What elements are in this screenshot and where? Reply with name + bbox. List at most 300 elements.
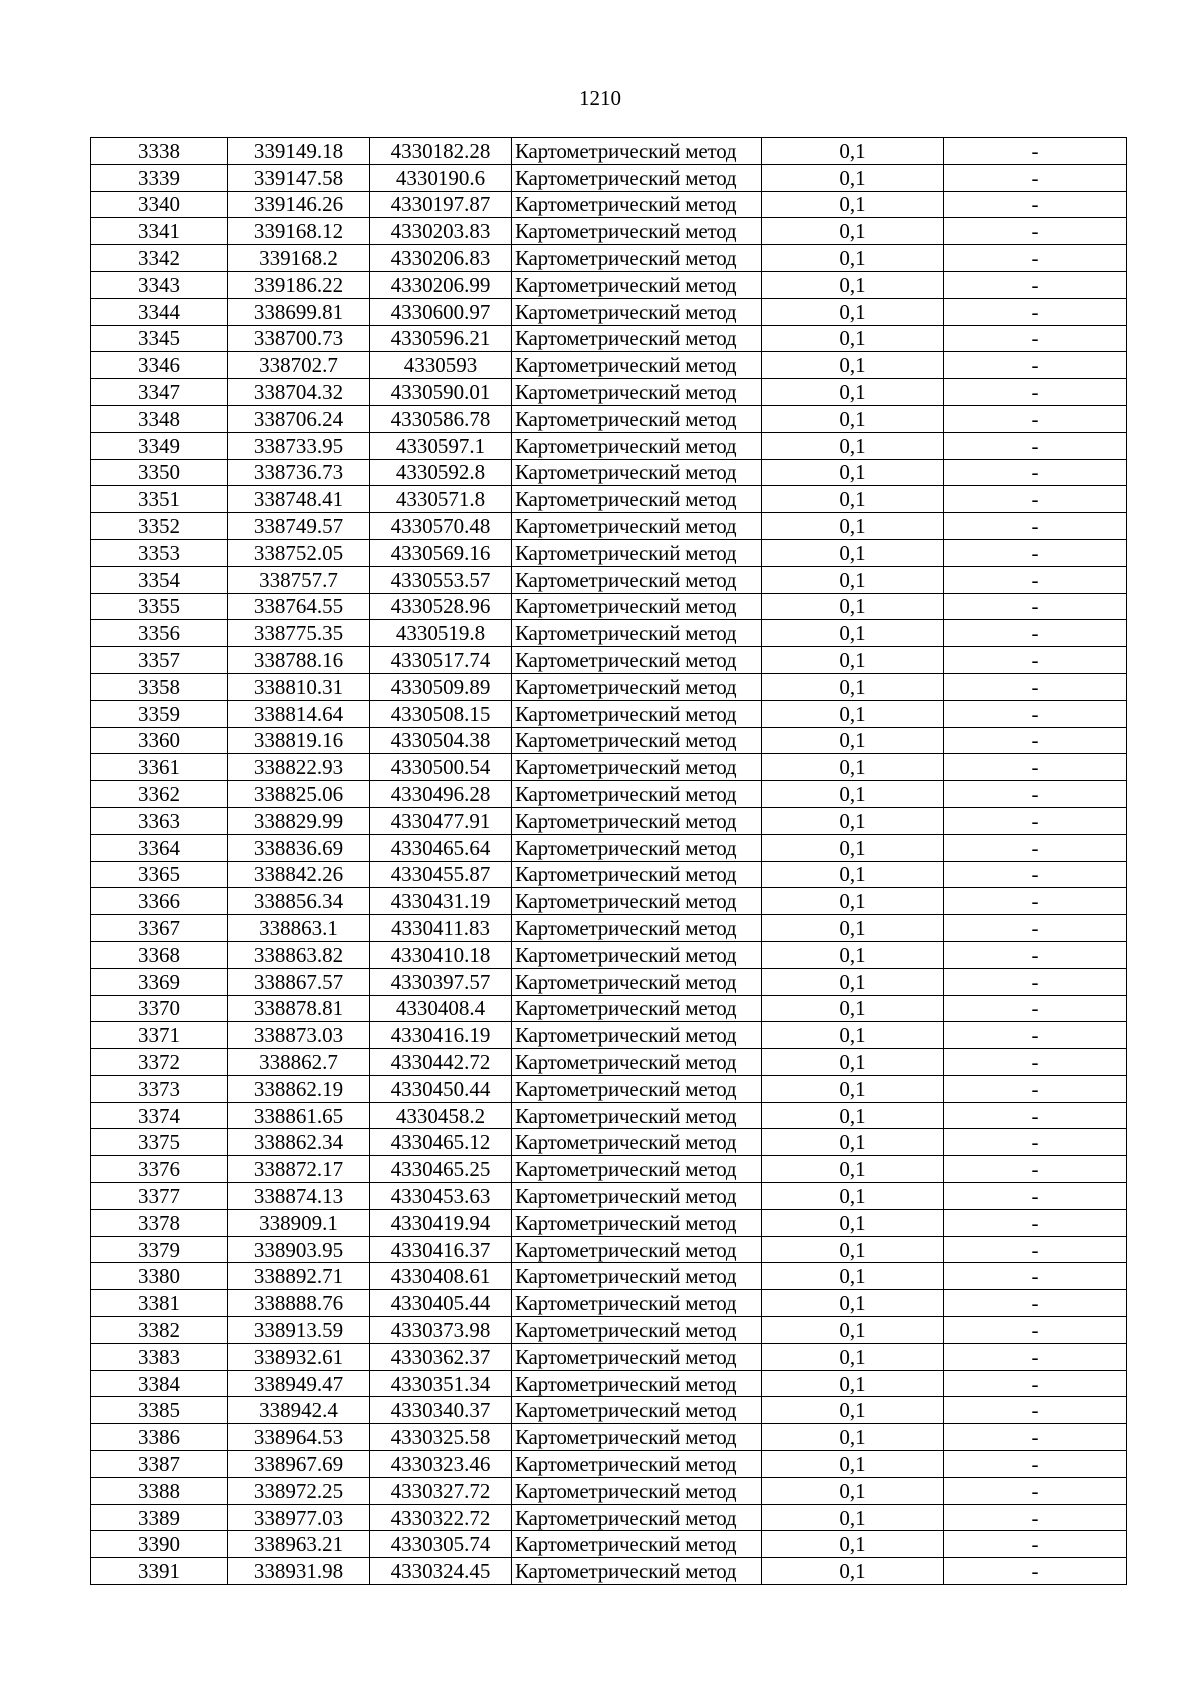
point-number-cell: 3361: [91, 754, 228, 781]
note-cell: -: [944, 459, 1127, 486]
table-row: [91, 513, 1127, 540]
method-cell: Картометрический метод: [512, 700, 762, 727]
point-number-cell: 3382: [91, 1317, 228, 1344]
accuracy-cell: 0,1: [762, 834, 944, 861]
accuracy-cell: 0,1: [762, 1075, 944, 1102]
table-row: [91, 700, 1127, 727]
table-row: [91, 1558, 1127, 1585]
y-coordinate-cell: 4330362.37: [370, 1343, 512, 1370]
accuracy-cell: 0,1: [762, 298, 944, 325]
x-coordinate-cell: 339146.26: [228, 191, 370, 218]
x-coordinate-cell: 338967.69: [228, 1451, 370, 1478]
y-coordinate-cell: 4330408.61: [370, 1263, 512, 1290]
x-coordinate-cell: 338872.17: [228, 1156, 370, 1183]
accuracy-cell: 0,1: [762, 379, 944, 406]
method-cell: Картометрический метод: [512, 915, 762, 942]
y-coordinate-cell: 4330508.15: [370, 700, 512, 727]
accuracy-cell: 0,1: [762, 941, 944, 968]
note-cell: -: [944, 1022, 1127, 1049]
x-coordinate-cell: 338873.03: [228, 1022, 370, 1049]
point-number-cell: 3367: [91, 915, 228, 942]
x-coordinate-cell: 338931.98: [228, 1558, 370, 1585]
x-coordinate-cell: 338764.55: [228, 593, 370, 620]
method-cell: Картометрический метод: [512, 245, 762, 272]
y-coordinate-cell: 4330197.87: [370, 191, 512, 218]
table-row: [91, 325, 1127, 352]
point-number-cell: 3348: [91, 405, 228, 432]
point-number-cell: 3339: [91, 164, 228, 191]
accuracy-cell: 0,1: [762, 620, 944, 647]
note-cell: -: [944, 1504, 1127, 1531]
accuracy-cell: 0,1: [762, 1183, 944, 1210]
method-cell: Картометрический метод: [512, 298, 762, 325]
accuracy-cell: 0,1: [762, 995, 944, 1022]
method-cell: Картометрический метод: [512, 1370, 762, 1397]
accuracy-cell: 0,1: [762, 1424, 944, 1451]
method-cell: Картометрический метод: [512, 325, 762, 352]
x-coordinate-cell: 338736.73: [228, 459, 370, 486]
method-cell: Картометрический метод: [512, 1209, 762, 1236]
method-cell: Картометрический метод: [512, 1290, 762, 1317]
method-cell: Картометрический метод: [512, 1236, 762, 1263]
note-cell: -: [944, 218, 1127, 245]
table-row: [91, 539, 1127, 566]
table-row: [91, 1209, 1127, 1236]
table-row: [91, 1397, 1127, 1424]
point-number-cell: 3343: [91, 271, 228, 298]
note-cell: -: [944, 647, 1127, 674]
accuracy-cell: 0,1: [762, 1477, 944, 1504]
x-coordinate-cell: 338909.1: [228, 1209, 370, 1236]
y-coordinate-cell: 4330419.94: [370, 1209, 512, 1236]
note-cell: -: [944, 164, 1127, 191]
table-row: [91, 1183, 1127, 1210]
point-number-cell: 3375: [91, 1129, 228, 1156]
point-number-cell: 3364: [91, 834, 228, 861]
method-cell: Картометрический метод: [512, 379, 762, 406]
point-number-cell: 3370: [91, 995, 228, 1022]
x-coordinate-cell: 338700.73: [228, 325, 370, 352]
method-cell: Картометрический метод: [512, 807, 762, 834]
x-coordinate-cell: 338964.53: [228, 1424, 370, 1451]
table-row: [91, 486, 1127, 513]
note-cell: -: [944, 539, 1127, 566]
accuracy-cell: 0,1: [762, 1049, 944, 1076]
x-coordinate-cell: 338842.26: [228, 861, 370, 888]
y-coordinate-cell: 4330509.89: [370, 673, 512, 700]
x-coordinate-cell: 338861.65: [228, 1102, 370, 1129]
table-row: [91, 1263, 1127, 1290]
x-coordinate-cell: 338749.57: [228, 513, 370, 540]
point-number-cell: 3378: [91, 1209, 228, 1236]
accuracy-cell: 0,1: [762, 164, 944, 191]
table-row: [91, 861, 1127, 888]
accuracy-cell: 0,1: [762, 352, 944, 379]
x-coordinate-cell: 338942.4: [228, 1397, 370, 1424]
x-coordinate-cell: 338862.34: [228, 1129, 370, 1156]
x-coordinate-cell: 338977.03: [228, 1504, 370, 1531]
y-coordinate-cell: 4330408.4: [370, 995, 512, 1022]
x-coordinate-cell: 338814.64: [228, 700, 370, 727]
x-coordinate-cell: 338836.69: [228, 834, 370, 861]
accuracy-cell: 0,1: [762, 673, 944, 700]
y-coordinate-cell: 4330327.72: [370, 1477, 512, 1504]
table-row: [91, 1156, 1127, 1183]
x-coordinate-cell: 339147.58: [228, 164, 370, 191]
y-coordinate-cell: 4330203.83: [370, 218, 512, 245]
y-coordinate-cell: 4330455.87: [370, 861, 512, 888]
method-cell: Картометрический метод: [512, 1022, 762, 1049]
y-coordinate-cell: 4330206.83: [370, 245, 512, 272]
point-number-cell: 3344: [91, 298, 228, 325]
table-row: [91, 915, 1127, 942]
method-cell: Картометрический метод: [512, 1477, 762, 1504]
point-number-cell: 3342: [91, 245, 228, 272]
y-coordinate-cell: 4330405.44: [370, 1290, 512, 1317]
accuracy-cell: 0,1: [762, 1290, 944, 1317]
y-coordinate-cell: 4330373.98: [370, 1317, 512, 1344]
note-cell: -: [944, 1370, 1127, 1397]
x-coordinate-cell: 338788.16: [228, 647, 370, 674]
note-cell: -: [944, 593, 1127, 620]
note-cell: -: [944, 138, 1127, 165]
y-coordinate-cell: 4330190.6: [370, 164, 512, 191]
method-cell: Картометрический метод: [512, 1424, 762, 1451]
point-number-cell: 3389: [91, 1504, 228, 1531]
note-cell: -: [944, 968, 1127, 995]
accuracy-cell: 0,1: [762, 138, 944, 165]
y-coordinate-cell: 4330596.21: [370, 325, 512, 352]
accuracy-cell: 0,1: [762, 432, 944, 459]
accuracy-cell: 0,1: [762, 191, 944, 218]
method-cell: Картометрический метод: [512, 1531, 762, 1558]
point-number-cell: 3391: [91, 1558, 228, 1585]
method-cell: Картометрический метод: [512, 513, 762, 540]
note-cell: -: [944, 1424, 1127, 1451]
note-cell: -: [944, 807, 1127, 834]
method-cell: Картометрический метод: [512, 1102, 762, 1129]
table-row: [91, 191, 1127, 218]
method-cell: Картометрический метод: [512, 1049, 762, 1076]
y-coordinate-cell: 4330442.72: [370, 1049, 512, 1076]
x-coordinate-cell: 338867.57: [228, 968, 370, 995]
table-row: [91, 941, 1127, 968]
x-coordinate-cell: 338757.7: [228, 566, 370, 593]
accuracy-cell: 0,1: [762, 539, 944, 566]
x-coordinate-cell: 338752.05: [228, 539, 370, 566]
y-coordinate-cell: 4330553.57: [370, 566, 512, 593]
method-cell: Картометрический метод: [512, 486, 762, 513]
note-cell: -: [944, 781, 1127, 808]
note-cell: -: [944, 245, 1127, 272]
x-coordinate-cell: 338903.95: [228, 1236, 370, 1263]
point-number-cell: 3390: [91, 1531, 228, 1558]
y-coordinate-cell: 4330528.96: [370, 593, 512, 620]
accuracy-cell: 0,1: [762, 593, 944, 620]
method-cell: Картометрический метод: [512, 593, 762, 620]
accuracy-cell: 0,1: [762, 218, 944, 245]
point-number-cell: 3369: [91, 968, 228, 995]
point-number-cell: 3374: [91, 1102, 228, 1129]
accuracy-cell: 0,1: [762, 727, 944, 754]
x-coordinate-cell: 338702.7: [228, 352, 370, 379]
y-coordinate-cell: 4330340.37: [370, 1397, 512, 1424]
accuracy-cell: 0,1: [762, 513, 944, 540]
y-coordinate-cell: 4330465.12: [370, 1129, 512, 1156]
point-number-cell: 3366: [91, 888, 228, 915]
method-cell: Картометрический метод: [512, 566, 762, 593]
note-cell: -: [944, 1049, 1127, 1076]
x-coordinate-cell: 339168.2: [228, 245, 370, 272]
point-number-cell: 3377: [91, 1183, 228, 1210]
method-cell: Картометрический метод: [512, 138, 762, 165]
point-number-cell: 3362: [91, 781, 228, 808]
method-cell: Картометрический метод: [512, 432, 762, 459]
point-number-cell: 3338: [91, 138, 228, 165]
table-row: [91, 1236, 1127, 1263]
x-coordinate-cell: 338862.7: [228, 1049, 370, 1076]
table-row: [91, 459, 1127, 486]
note-cell: -: [944, 1451, 1127, 1478]
y-coordinate-cell: 4330465.25: [370, 1156, 512, 1183]
accuracy-cell: 0,1: [762, 781, 944, 808]
accuracy-cell: 0,1: [762, 1236, 944, 1263]
table-row: [91, 754, 1127, 781]
x-coordinate-cell: 338913.59: [228, 1317, 370, 1344]
note-cell: -: [944, 325, 1127, 352]
accuracy-cell: 0,1: [762, 647, 944, 674]
table-row: [91, 1370, 1127, 1397]
method-cell: Картометрический метод: [512, 1558, 762, 1585]
x-coordinate-cell: 338829.99: [228, 807, 370, 834]
y-coordinate-cell: 4330182.28: [370, 138, 512, 165]
note-cell: -: [944, 1102, 1127, 1129]
note-cell: -: [944, 1290, 1127, 1317]
note-cell: -: [944, 1263, 1127, 1290]
method-cell: Картометрический метод: [512, 459, 762, 486]
note-cell: -: [944, 673, 1127, 700]
note-cell: -: [944, 1236, 1127, 1263]
point-number-cell: 3350: [91, 459, 228, 486]
point-number-cell: 3341: [91, 218, 228, 245]
table-row: [91, 593, 1127, 620]
note-cell: -: [944, 432, 1127, 459]
x-coordinate-cell: 338888.76: [228, 1290, 370, 1317]
method-cell: Картометрический метод: [512, 647, 762, 674]
point-number-cell: 3381: [91, 1290, 228, 1317]
note-cell: -: [944, 566, 1127, 593]
table-row: [91, 834, 1127, 861]
point-number-cell: 3388: [91, 1477, 228, 1504]
point-number-cell: 3359: [91, 700, 228, 727]
accuracy-cell: 0,1: [762, 915, 944, 942]
point-number-cell: 3358: [91, 673, 228, 700]
y-coordinate-cell: 4330592.8: [370, 459, 512, 486]
method-cell: Картометрический метод: [512, 164, 762, 191]
x-coordinate-cell: 338932.61: [228, 1343, 370, 1370]
y-coordinate-cell: 4330324.45: [370, 1558, 512, 1585]
note-cell: -: [944, 1156, 1127, 1183]
table-row: [91, 1424, 1127, 1451]
y-coordinate-cell: 4330590.01: [370, 379, 512, 406]
method-cell: Картометрический метод: [512, 1263, 762, 1290]
note-cell: -: [944, 941, 1127, 968]
x-coordinate-cell: 338862.19: [228, 1075, 370, 1102]
note-cell: -: [944, 727, 1127, 754]
y-coordinate-cell: 4330410.18: [370, 941, 512, 968]
point-number-cell: 3379: [91, 1236, 228, 1263]
table-row: [91, 405, 1127, 432]
method-cell: Картометрический метод: [512, 1397, 762, 1424]
note-cell: -: [944, 513, 1127, 540]
y-coordinate-cell: 4330465.64: [370, 834, 512, 861]
x-coordinate-cell: 338878.81: [228, 995, 370, 1022]
note-cell: -: [944, 352, 1127, 379]
x-coordinate-cell: 338863.1: [228, 915, 370, 942]
table-row: [91, 781, 1127, 808]
y-coordinate-cell: 4330305.74: [370, 1531, 512, 1558]
method-cell: Картометрический метод: [512, 1451, 762, 1478]
x-coordinate-cell: 338748.41: [228, 486, 370, 513]
point-number-cell: 3352: [91, 513, 228, 540]
point-number-cell: 3346: [91, 352, 228, 379]
method-cell: Картометрический метод: [512, 352, 762, 379]
note-cell: -: [944, 405, 1127, 432]
x-coordinate-cell: 339168.12: [228, 218, 370, 245]
table-row: [91, 298, 1127, 325]
table-row: [91, 807, 1127, 834]
table-row: [91, 164, 1127, 191]
point-number-cell: 3376: [91, 1156, 228, 1183]
method-cell: Картометрический метод: [512, 673, 762, 700]
y-coordinate-cell: 4330411.83: [370, 915, 512, 942]
table-row: [91, 1102, 1127, 1129]
table-row: [91, 1022, 1127, 1049]
method-cell: Картометрический метод: [512, 727, 762, 754]
method-cell: Картометрический метод: [512, 834, 762, 861]
y-coordinate-cell: 4330453.63: [370, 1183, 512, 1210]
y-coordinate-cell: 4330397.57: [370, 968, 512, 995]
accuracy-cell: 0,1: [762, 968, 944, 995]
point-number-cell: 3360: [91, 727, 228, 754]
x-coordinate-cell: 338775.35: [228, 620, 370, 647]
note-cell: -: [944, 915, 1127, 942]
note-cell: -: [944, 1531, 1127, 1558]
y-coordinate-cell: 4330416.19: [370, 1022, 512, 1049]
x-coordinate-cell: 338972.25: [228, 1477, 370, 1504]
point-number-cell: 3351: [91, 486, 228, 513]
table-row: [91, 1049, 1127, 1076]
point-number-cell: 3384: [91, 1370, 228, 1397]
method-cell: Картометрический метод: [512, 968, 762, 995]
y-coordinate-cell: 4330586.78: [370, 405, 512, 432]
y-coordinate-cell: 4330519.8: [370, 620, 512, 647]
method-cell: Картометрический метод: [512, 405, 762, 432]
note-cell: -: [944, 486, 1127, 513]
x-coordinate-cell: 338963.21: [228, 1531, 370, 1558]
accuracy-cell: 0,1: [762, 700, 944, 727]
y-coordinate-cell: 4330496.28: [370, 781, 512, 808]
note-cell: -: [944, 1075, 1127, 1102]
point-number-cell: 3355: [91, 593, 228, 620]
method-cell: Картометрический метод: [512, 861, 762, 888]
point-number-cell: 3357: [91, 647, 228, 674]
y-coordinate-cell: 4330351.34: [370, 1370, 512, 1397]
accuracy-cell: 0,1: [762, 1022, 944, 1049]
note-cell: -: [944, 1317, 1127, 1344]
method-cell: Картометрический метод: [512, 539, 762, 566]
table-row: [91, 620, 1127, 647]
table-row: [91, 727, 1127, 754]
point-number-cell: 3386: [91, 1424, 228, 1451]
note-cell: -: [944, 834, 1127, 861]
method-cell: Картометрический метод: [512, 271, 762, 298]
table-row: [91, 1451, 1127, 1478]
accuracy-cell: 0,1: [762, 486, 944, 513]
x-coordinate-cell: 338892.71: [228, 1263, 370, 1290]
accuracy-cell: 0,1: [762, 1397, 944, 1424]
accuracy-cell: 0,1: [762, 807, 944, 834]
y-coordinate-cell: 4330517.74: [370, 647, 512, 674]
table-row: [91, 566, 1127, 593]
point-number-cell: 3340: [91, 191, 228, 218]
accuracy-cell: 0,1: [762, 1504, 944, 1531]
method-cell: Картометрический метод: [512, 218, 762, 245]
point-number-cell: 3380: [91, 1263, 228, 1290]
table-row: [91, 138, 1127, 165]
y-coordinate-cell: 4330325.58: [370, 1424, 512, 1451]
accuracy-cell: 0,1: [762, 1451, 944, 1478]
y-coordinate-cell: 4330593: [370, 352, 512, 379]
x-coordinate-cell: 339186.22: [228, 271, 370, 298]
method-cell: Картометрический метод: [512, 1156, 762, 1183]
note-cell: -: [944, 700, 1127, 727]
x-coordinate-cell: 338733.95: [228, 432, 370, 459]
point-number-cell: 3353: [91, 539, 228, 566]
table-row: [91, 245, 1127, 272]
accuracy-cell: 0,1: [762, 459, 944, 486]
x-coordinate-cell: 338874.13: [228, 1183, 370, 1210]
note-cell: -: [944, 995, 1127, 1022]
note-cell: -: [944, 298, 1127, 325]
point-number-cell: 3368: [91, 941, 228, 968]
table-row: [91, 1343, 1127, 1370]
point-number-cell: 3354: [91, 566, 228, 593]
note-cell: -: [944, 191, 1127, 218]
table-row: [91, 647, 1127, 674]
accuracy-cell: 0,1: [762, 1370, 944, 1397]
note-cell: -: [944, 271, 1127, 298]
method-cell: Картометрический метод: [512, 781, 762, 808]
table-row: [91, 995, 1127, 1022]
method-cell: Картометрический метод: [512, 888, 762, 915]
x-coordinate-cell: 338949.47: [228, 1370, 370, 1397]
note-cell: -: [944, 1343, 1127, 1370]
x-coordinate-cell: 338822.93: [228, 754, 370, 781]
note-cell: -: [944, 1209, 1127, 1236]
y-coordinate-cell: 4330450.44: [370, 1075, 512, 1102]
y-coordinate-cell: 4330569.16: [370, 539, 512, 566]
y-coordinate-cell: 4330500.54: [370, 754, 512, 781]
table-row: [91, 888, 1127, 915]
note-cell: -: [944, 1477, 1127, 1504]
coordinates-table-body: [91, 138, 1127, 1585]
y-coordinate-cell: 4330323.46: [370, 1451, 512, 1478]
y-coordinate-cell: 4330477.91: [370, 807, 512, 834]
accuracy-cell: 0,1: [762, 1102, 944, 1129]
accuracy-cell: 0,1: [762, 271, 944, 298]
method-cell: Картометрический метод: [512, 995, 762, 1022]
